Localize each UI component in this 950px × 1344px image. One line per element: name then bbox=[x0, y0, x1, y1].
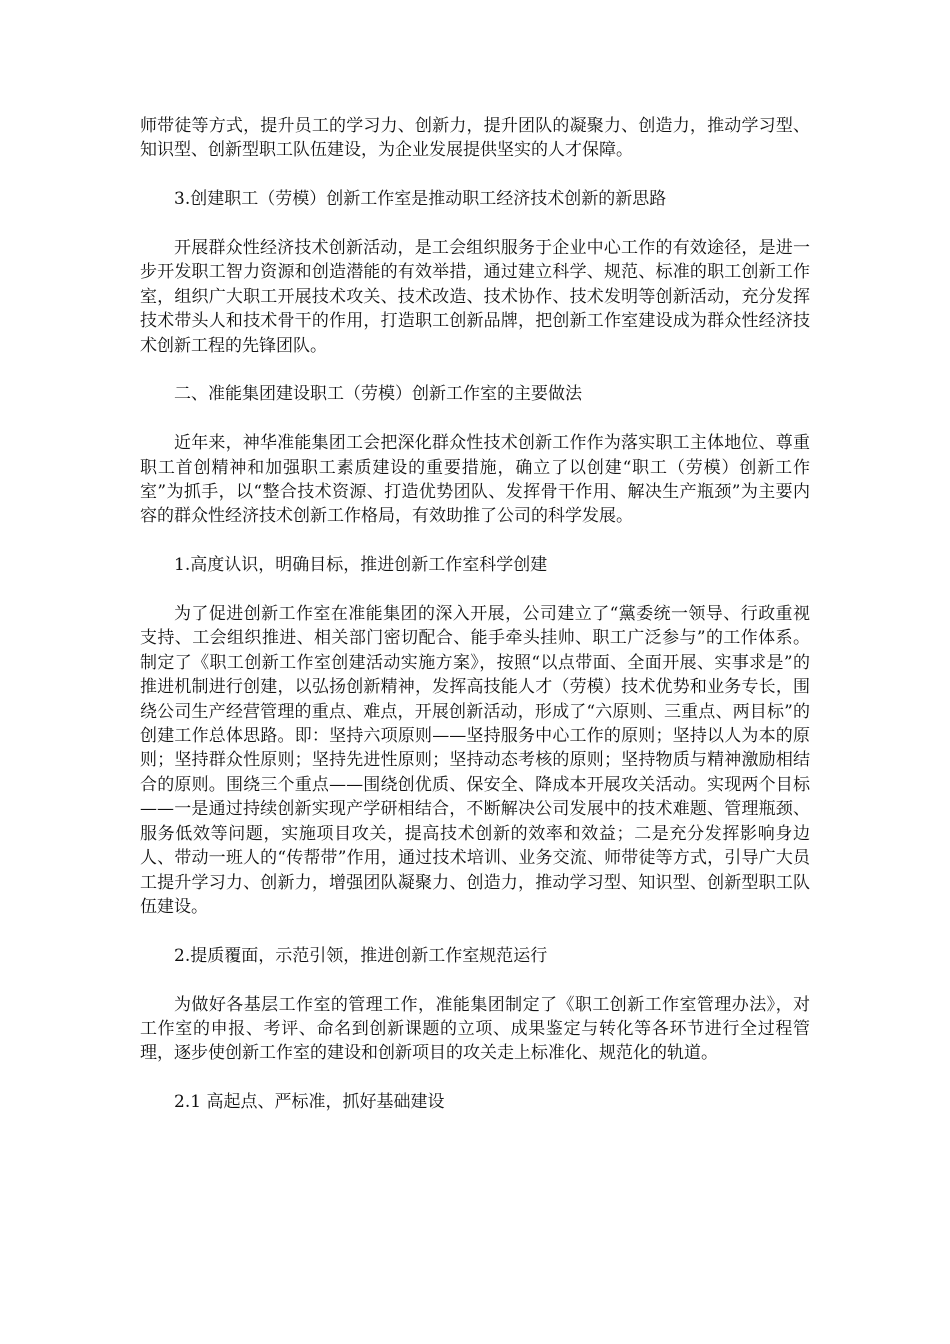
document-body bbox=[140, 114, 810, 1115]
paragraph-gap bbox=[140, 919, 810, 943]
paragraph-gap bbox=[140, 578, 810, 602]
paragraph: 为了促进创新工作室在准能集团的深入开展，公司建立了“黨委统一领导、行政重视支持、工会组织推进、相关部门密切配合、能手牵头挂帅、职工广泛参与”的工作体系。制定了《职工创新工作室创建活动实施方案》，按照“以点带面、全面开展、实事求是”的推进机制进行创建，以弘扬创新精神，发挥高技能人才（劳模）技术优势和业务专长，围绕公司生产经营管理的重点、难点，开展创新活动，形成了“六原则、三重点、两目标”的创建工作总体思路。即：坚持六项原则——坚持服务中心工作的原则；坚持以人为本的原则；坚持群众性原则；坚持先进性原则；坚持动态考核的原则；坚持物质与精神激励相结合的原则。围绕三个重点——围绕创优质、保安全、降成本开展攻关活动。实现两个目标——一是通过持续创新实现产学研相结合，不断解决公司发展中的技术难题、管理瓶颈、服务低效等问题，实施项目攻关，提高技术创新的效率和效益；二是充分发挥影响身边人、带动一班人的“传帮带”作用，通过技术培训、业务交流、师带徒等方式，引导广大员工提升学习力、创新力，增强团队凝聚力、创造力，推动学习型、知识型、创新型职工队伍建设。 bbox=[140, 604, 810, 917]
section-heading-main-practices: 二、准能集团建设职工（劳模）创新工作室的主要做法 bbox=[174, 384, 582, 405]
paragraph: 开展群众性经济技术创新活动，是工会组织服务于企业中心工作的有效途径，是进一步开发职工智力资源和创造潜能的有效举措，通过建立科学、规范、标准的职工创新工作室，组织广大职工开展技术攻关、技术改造、技术协作、技术发明等创新活动，充分发挥技术带头人和技术骨干的作用，打造职工创新品牌，把创新工作室建设成为群众性经济技术创新工程的先锋团队。 bbox=[140, 238, 810, 356]
paragraph-gap bbox=[140, 212, 810, 236]
paragraph-gap bbox=[140, 529, 810, 553]
paragraph-gap bbox=[140, 968, 810, 992]
paragraph-gap bbox=[140, 407, 810, 431]
paragraph-gap bbox=[140, 358, 810, 382]
section-heading-1: 1.高度认识，明确目标，推进创新工作室科学创建 bbox=[174, 555, 548, 576]
paragraph-gap bbox=[140, 1066, 810, 1090]
section-heading-2: 2.提质覆面，示范引领，推进创新工作室规范运行 bbox=[174, 945, 548, 966]
section-heading-3: 3.创建职工（劳模）创新工作室是推动职工经济技术创新的新思路 bbox=[174, 189, 667, 210]
paragraph: 近年来，神华准能集团工会把深化群众性技术创新工作作为落实职工主体地位、尊重职工首创精神和加强职工素质建设的重要措施，确立了以创建“职工（劳模）创新工作室”为抓手，以“整合技术资源、打造优势团队、发挥骨干作用、解决生产瓶颈”为主要内容的群众性经济技术创新工作格局，有效助推了公司的科学发展。 bbox=[140, 433, 810, 527]
paragraph-continued: 师带徒等方式，提升员工的学习力、创新力，提升团队的凝聚力、创造力，推动学习型、知识型、创新型职工队伍建设，为企业发展提供坚实的人才保障。 bbox=[140, 116, 810, 161]
paragraph-gap bbox=[140, 163, 810, 187]
section-heading-2-1: 2.1 高起点、严标准，抓好基础建设 bbox=[174, 1092, 445, 1113]
paragraph: 为做好各基层工作室的管理工作，准能集团制定了《职工创新工作室管理办法》，对工作室的申报、考评、命名到创新课题的立项、成果鉴定与转化等各环节进行全过程管理，逐步使创新工作室的建设和创新项目的攻关走上标准化、规范化的轨道。 bbox=[140, 994, 810, 1064]
